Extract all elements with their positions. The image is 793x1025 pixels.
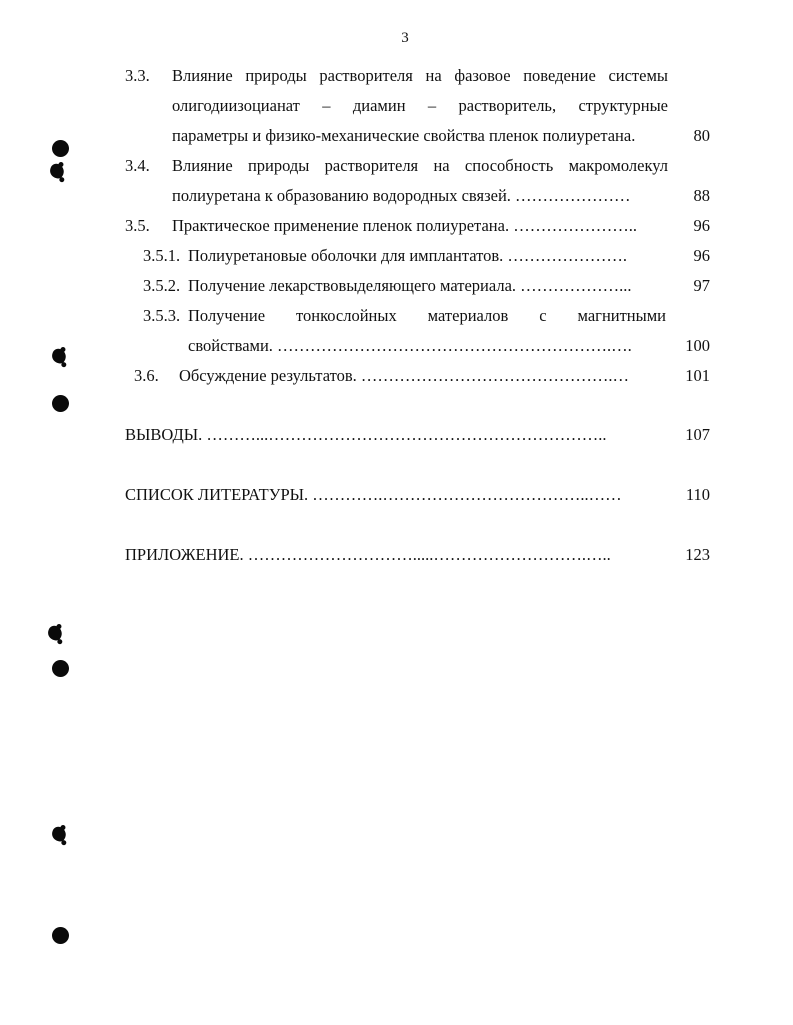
toc-entry-text: Полиуретановые оболочки для имплантатов. …………………. (188, 246, 628, 265)
toc-entry-page: 88 (693, 186, 710, 205)
ink-blot (46, 624, 64, 642)
toc-entry-page: 96 (693, 216, 710, 235)
toc-entry-number: 3.5. (125, 216, 150, 235)
toc-entry-page: 80 (693, 126, 710, 145)
toc-entry-page: 97 (693, 276, 710, 295)
toc-entry-text: параметры и физико-механические свойства пленок полиуретана. (172, 126, 636, 145)
ink-blot (50, 347, 68, 365)
ink-blot (50, 825, 68, 843)
toc-entry-number: 3.3. (125, 66, 150, 85)
toc-entry-page: 101 (685, 366, 710, 385)
toc-entry-text: ПРИЛОЖЕНИЕ. ………………………….....……………………….….. (125, 545, 611, 564)
toc-entry-text: олигодиизоцианат – диамин – растворитель, структурные (172, 96, 668, 115)
binder-hole (52, 660, 69, 677)
toc-entry-number: 3.6. (134, 366, 159, 385)
toc-entry-number: 3.5.1. (143, 246, 181, 265)
page-number: 3 (401, 30, 409, 46)
toc-entry-page: 123 (685, 545, 710, 564)
toc-entry-text: Влияние природы растворителя на способность макромолекул (172, 156, 668, 175)
binder-hole (52, 140, 69, 157)
toc-entry-text: Обсуждение результатов. ……………………………………….… (179, 366, 629, 385)
binder-hole (52, 927, 69, 944)
toc-entry-text: ВЫВОДЫ. ………...…………………………………………………….. (125, 425, 607, 444)
toc-entry-text: Получение тонкослойных материалов с магнитными (188, 306, 666, 325)
toc-entry-number: 3.4. (125, 156, 150, 175)
toc-entry-text: свойствами. …………………………………………………….…. (188, 336, 632, 355)
toc-entry-text: Влияние природы растворителя на фазовое поведение системы (172, 66, 668, 85)
toc-entry-text: Получение лекарствовыделяющего материала. ………………... (188, 276, 632, 295)
toc-entry-page: 96 (693, 246, 710, 265)
toc-entry-text: СПИСОК ЛИТЕРАТУРЫ. ………….………………………………..…… (125, 485, 622, 504)
binder-hole (52, 395, 69, 412)
toc-entry-page: 107 (685, 425, 710, 444)
toc-entry-number: 3.5.3. (143, 306, 181, 325)
toc-entry-text: Практическое применение пленок полиуретана. ………………….. (172, 216, 637, 235)
toc-entry-text: полиуретана к образованию водородных связей. ………………… (172, 186, 631, 205)
ink-blot (48, 162, 66, 180)
toc-entry-number: 3.5.2. (143, 276, 181, 295)
toc-entry-page: 100 (685, 336, 710, 355)
toc-entry-page: 110 (685, 485, 710, 504)
